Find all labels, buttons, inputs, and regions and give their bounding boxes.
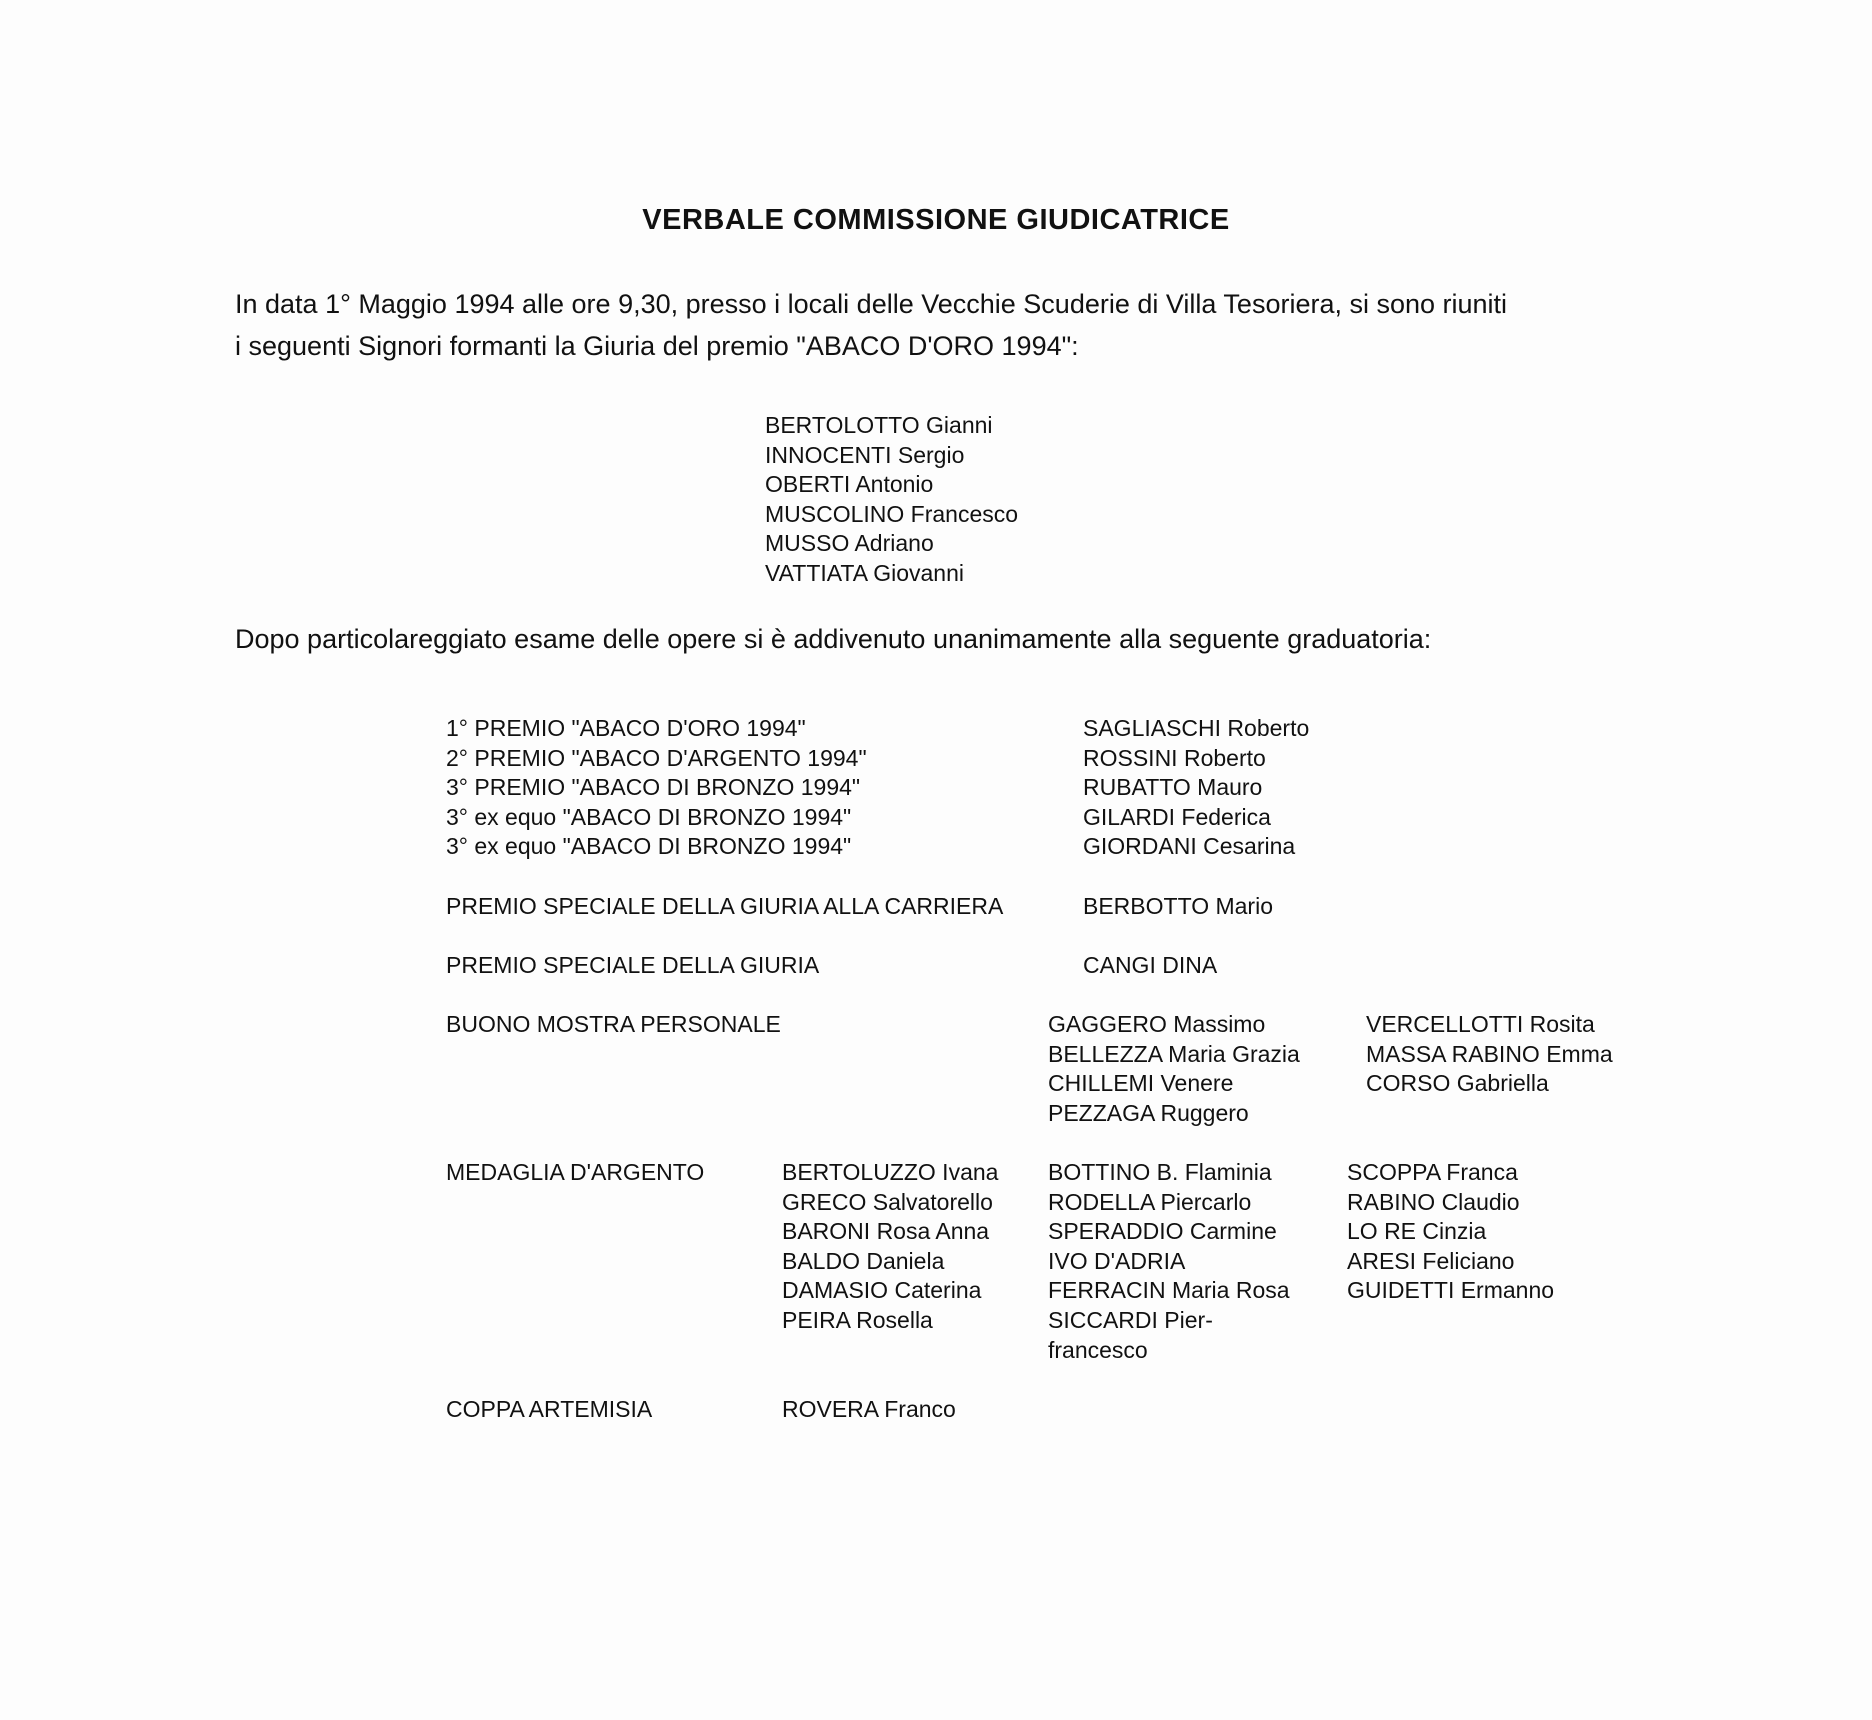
buono-mostra-name: MASSA RABINO Emma xyxy=(1366,1040,1613,1067)
buono-mostra-col2 xyxy=(1366,1010,1613,1099)
medaglia-name: GUIDETTI Ermanno xyxy=(1347,1277,1555,1304)
intro-line: In data 1° Maggio 1994 alle ore 9,30, presso i locali delle Vecchie Scuderie di Villa Tesoriera, si sono riuniti xyxy=(235,289,1508,319)
medaglia-name: IVO D'ADRIA xyxy=(1048,1247,1186,1274)
medaglia-name: BALDO Daniela xyxy=(782,1247,945,1274)
medaglia-name: RODELLA Piercarlo xyxy=(1048,1188,1252,1215)
medaglia-name: PEIRA Rosella xyxy=(782,1306,933,1333)
ranking-intro: Dopo particolareggiato esame delle opere si è addivenuto unanimamente alla seguente graduatoria: xyxy=(235,624,1432,654)
buono-mostra-label: BUONO MOSTRA PERSONALE xyxy=(446,1011,781,1037)
medaglia-name: francesco xyxy=(1048,1336,1148,1363)
buono-mostra-name: PEZZAGA Ruggero xyxy=(1048,1099,1249,1126)
medaglia-name: SCOPPA Franca xyxy=(1347,1159,1518,1185)
medaglia-name: BARONI Rosa Anna xyxy=(782,1218,990,1245)
medaglia-name: BERTOLUZZO Ivana xyxy=(782,1159,999,1185)
prize-label: 3° ex equo "ABACO DI BRONZO 1994" xyxy=(446,833,852,860)
buono-mostra-name: BELLEZZA Maria Grazia xyxy=(1048,1040,1300,1067)
medaglia-name: RABINO Claudio xyxy=(1347,1188,1520,1215)
buono-mostra-name: VERCELLOTTI Rosita xyxy=(1366,1011,1595,1037)
intro-line: i seguenti Signori formanti la Giuria del premio "ABACO D'ORO 1994": xyxy=(235,331,1079,361)
prize-winner: SAGLIASCHI Roberto xyxy=(1083,715,1310,741)
medaglia-name: SICCARDI Pier- xyxy=(1048,1306,1213,1333)
prize-label: 3° ex equo "ABACO DI BRONZO 1994" xyxy=(446,803,852,830)
prize-label: 2° PREMIO "ABACO D'ARGENTO 1994" xyxy=(446,744,867,771)
jury-member: MUSSO Adriano xyxy=(765,530,934,557)
prize-winner: RUBATTO Mauro xyxy=(1083,774,1263,801)
special-career-winner: BERBOTTO Mario xyxy=(1083,893,1273,919)
prize-winner: GIORDANI Cesarina xyxy=(1083,833,1296,860)
coppa-label: COPPA ARTEMISIA xyxy=(446,1396,653,1422)
intro-paragraph xyxy=(235,283,1507,367)
medaglia-name: BOTTINO B. Flaminia xyxy=(1048,1159,1272,1185)
jury-member: OBERTI Antonio xyxy=(765,471,934,498)
document-title: VERBALE COMMISSIONE GIUDICATRICE xyxy=(642,204,1230,236)
special-career-label: PREMIO SPECIALE DELLA GIURIA ALLA CARRIERA xyxy=(446,893,1004,919)
medaglia-name: ARESI Feliciano xyxy=(1347,1247,1515,1274)
medaglia-name: DAMASIO Caterina xyxy=(782,1277,982,1304)
jury-member: VATTIATA Giovanni xyxy=(765,559,964,586)
medaglia-col2 xyxy=(1048,1158,1290,1365)
medaglia-name: GRECO Salvatorello xyxy=(782,1188,993,1215)
prize-winner: ROSSINI Roberto xyxy=(1083,744,1266,771)
prize-winners xyxy=(1083,714,1309,862)
medaglia-col1 xyxy=(782,1158,998,1336)
prize-winner: GILARDI Federica xyxy=(1083,803,1271,830)
buono-mostra-name: CORSO Gabriella xyxy=(1366,1070,1549,1097)
special-jury-label: PREMIO SPECIALE DELLA GIURIA xyxy=(446,952,820,978)
buono-mostra-name: CHILLEMI Venere xyxy=(1048,1070,1234,1097)
prize-labels xyxy=(446,714,867,862)
prize-label: 1° PREMIO "ABACO D'ORO 1994" xyxy=(446,715,806,741)
medaglia-label: MEDAGLIA D'ARGENTO xyxy=(446,1159,705,1185)
medaglia-name: SPERADDIO Carmine xyxy=(1048,1218,1277,1245)
medaglia-col3 xyxy=(1347,1158,1554,1306)
jury-member: MUSCOLINO Francesco xyxy=(765,500,1019,527)
buono-mostra-col1 xyxy=(1048,1010,1300,1128)
prize-label: 3° PREMIO "ABACO DI BRONZO 1994" xyxy=(446,774,861,801)
medaglia-name: LO RE Cinzia xyxy=(1347,1218,1487,1245)
jury-member: BERTOLOTTO Gianni xyxy=(765,412,993,438)
coppa-winner: ROVERA Franco xyxy=(782,1396,956,1422)
medaglia-name: FERRACIN Maria Rosa xyxy=(1048,1277,1290,1304)
special-jury-winner: CANGI DINA xyxy=(1083,952,1218,978)
jury-list xyxy=(765,411,1018,589)
buono-mostra-name: GAGGERO Massimo xyxy=(1048,1011,1266,1037)
jury-member: INNOCENTI Sergio xyxy=(765,441,965,468)
